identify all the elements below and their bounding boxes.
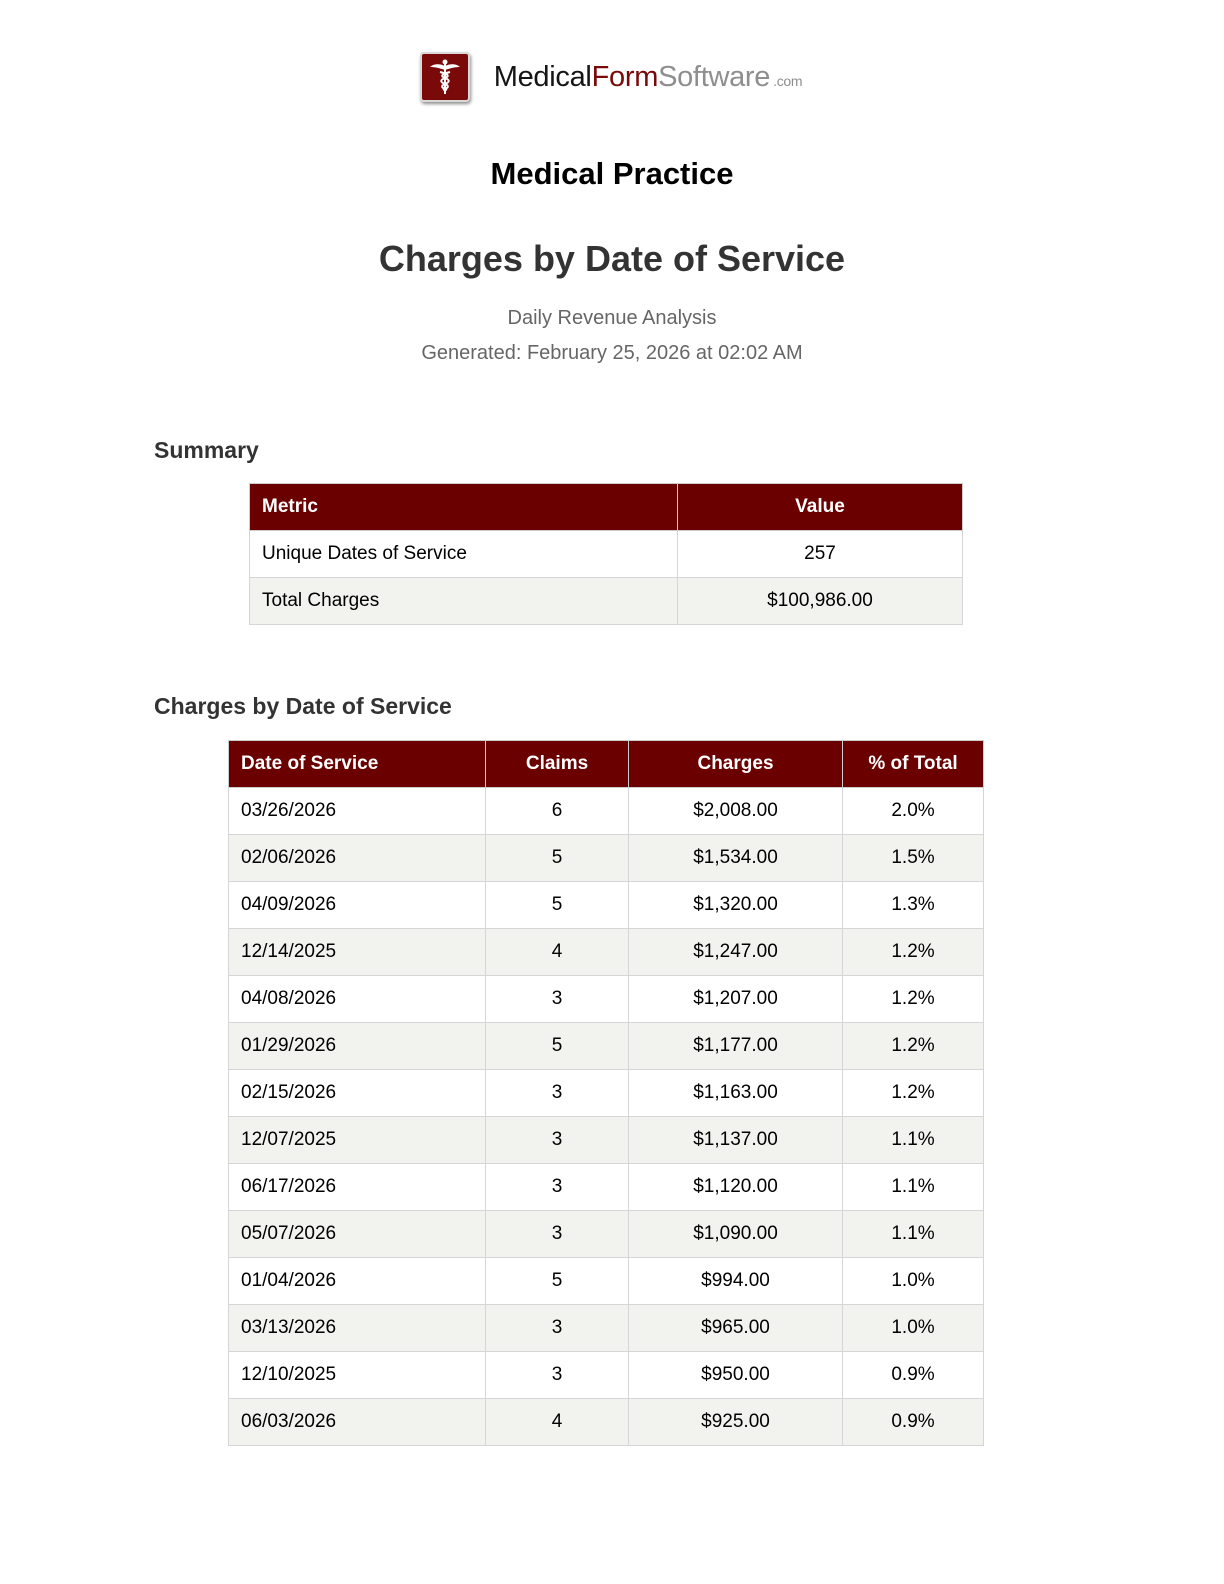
column-header-claims: Claims: [486, 741, 629, 788]
charges-by-date-table: [228, 740, 984, 1446]
table-row: [229, 882, 984, 929]
cell-claims: 4: [486, 929, 629, 976]
table-row: [229, 1305, 984, 1352]
cell-charges: $965.00: [629, 1305, 843, 1352]
summary-row: [250, 531, 963, 578]
cell-charges: $1,163.00: [629, 1070, 843, 1117]
column-header-date: Date of Service: [229, 741, 486, 788]
cell-claims: 5: [486, 1258, 629, 1305]
cell-claims: 3: [486, 1211, 629, 1258]
cell-charges: $950.00: [629, 1352, 843, 1399]
summary-row: [250, 578, 963, 625]
cell-pct: 2.0%: [843, 788, 984, 835]
table-row: [229, 929, 984, 976]
cell-date: 02/15/2026: [229, 1070, 486, 1117]
brand-part-domain: .com: [773, 72, 803, 89]
brand-part-form: Form: [591, 60, 659, 93]
brand-part-software: Software: [658, 60, 771, 93]
cell-claims: 5: [486, 835, 629, 882]
summary-metric: Total Charges: [250, 578, 678, 625]
brand-part-medical: Medical: [493, 60, 592, 93]
cell-date: 02/06/2026: [229, 835, 486, 882]
cell-charges: $1,247.00: [629, 929, 843, 976]
cell-pct: 1.2%: [843, 1023, 984, 1070]
cell-claims: 3: [486, 1352, 629, 1399]
column-header-pct: % of Total: [843, 741, 984, 788]
cell-pct: 0.9%: [843, 1399, 984, 1446]
cell-charges: $925.00: [629, 1399, 843, 1446]
cell-charges: $1,207.00: [629, 976, 843, 1023]
cell-date: 03/13/2026: [229, 1305, 486, 1352]
cell-claims: 4: [486, 1399, 629, 1446]
cell-date: 06/17/2026: [229, 1164, 486, 1211]
cell-date: 04/09/2026: [229, 882, 486, 929]
table-row: [229, 1352, 984, 1399]
summary-header-row: [250, 484, 963, 531]
table-row: [229, 1211, 984, 1258]
cell-date: 06/03/2026: [229, 1399, 486, 1446]
cell-pct: 0.9%: [843, 1352, 984, 1399]
cell-charges: $1,534.00: [629, 835, 843, 882]
cell-pct: 1.0%: [843, 1258, 984, 1305]
column-header-metric: Metric: [250, 484, 678, 531]
summary-heading: Summary: [154, 437, 259, 463]
generated-timestamp: Generated: February 25, 2026 at 02:02 AM: [421, 342, 803, 364]
cell-pct: 1.1%: [843, 1211, 984, 1258]
cell-pct: 1.2%: [843, 976, 984, 1023]
table-row: [229, 1117, 984, 1164]
table-row: [229, 788, 984, 835]
detail-header-row: [229, 741, 984, 788]
brand-logo: [0, 52, 1224, 102]
report-title: Charges by Date of Service: [378, 238, 846, 279]
summary-value: $100,986.00: [678, 578, 963, 625]
column-header-charges: Charges: [629, 741, 843, 788]
table-row: [229, 1399, 984, 1446]
table-row: [229, 976, 984, 1023]
cell-charges: $1,090.00: [629, 1211, 843, 1258]
summary-table: [249, 483, 963, 625]
cell-charges: $1,137.00: [629, 1117, 843, 1164]
cell-date: 12/07/2025: [229, 1117, 486, 1164]
practice-name: Medical Practice: [490, 156, 734, 191]
cell-charges: $1,177.00: [629, 1023, 843, 1070]
table-row: [229, 1070, 984, 1117]
cell-pct: 1.5%: [843, 835, 984, 882]
cell-pct: 1.0%: [843, 1305, 984, 1352]
cell-date: 01/29/2026: [229, 1023, 486, 1070]
cell-charges: $994.00: [629, 1258, 843, 1305]
cell-claims: 5: [486, 882, 629, 929]
report-subtitle: Daily Revenue Analysis: [507, 307, 717, 329]
cell-charges: $1,320.00: [629, 882, 843, 929]
cell-pct: 1.1%: [843, 1117, 984, 1164]
table-row: [229, 1258, 984, 1305]
cell-claims: 3: [486, 1070, 629, 1117]
cell-claims: 3: [486, 1164, 629, 1211]
summary-metric: Unique Dates of Service: [250, 531, 678, 578]
cell-charges: $2,008.00: [629, 788, 843, 835]
cell-pct: 1.2%: [843, 1070, 984, 1117]
cell-date: 03/26/2026: [229, 788, 486, 835]
caduceus-icon: [420, 52, 470, 102]
brand-name: [494, 61, 803, 94]
cell-pct: 1.1%: [843, 1164, 984, 1211]
cell-claims: 3: [486, 976, 629, 1023]
column-header-value: Value: [678, 484, 963, 531]
table-row: [229, 1164, 984, 1211]
cell-claims: 3: [486, 1305, 629, 1352]
cell-date: 12/14/2025: [229, 929, 486, 976]
table-row: [229, 1023, 984, 1070]
cell-pct: 1.3%: [843, 882, 984, 929]
summary-value: 257: [678, 531, 963, 578]
cell-claims: 6: [486, 788, 629, 835]
cell-claims: 3: [486, 1117, 629, 1164]
cell-charges: $1,120.00: [629, 1164, 843, 1211]
cell-pct: 1.2%: [843, 929, 984, 976]
table-row: [229, 835, 984, 882]
cell-date: 12/10/2025: [229, 1352, 486, 1399]
cell-date: 01/04/2026: [229, 1258, 486, 1305]
detail-heading: Charges by Date of Service: [154, 693, 452, 719]
cell-date: 04/08/2026: [229, 976, 486, 1023]
cell-claims: 5: [486, 1023, 629, 1070]
cell-date: 05/07/2026: [229, 1211, 486, 1258]
